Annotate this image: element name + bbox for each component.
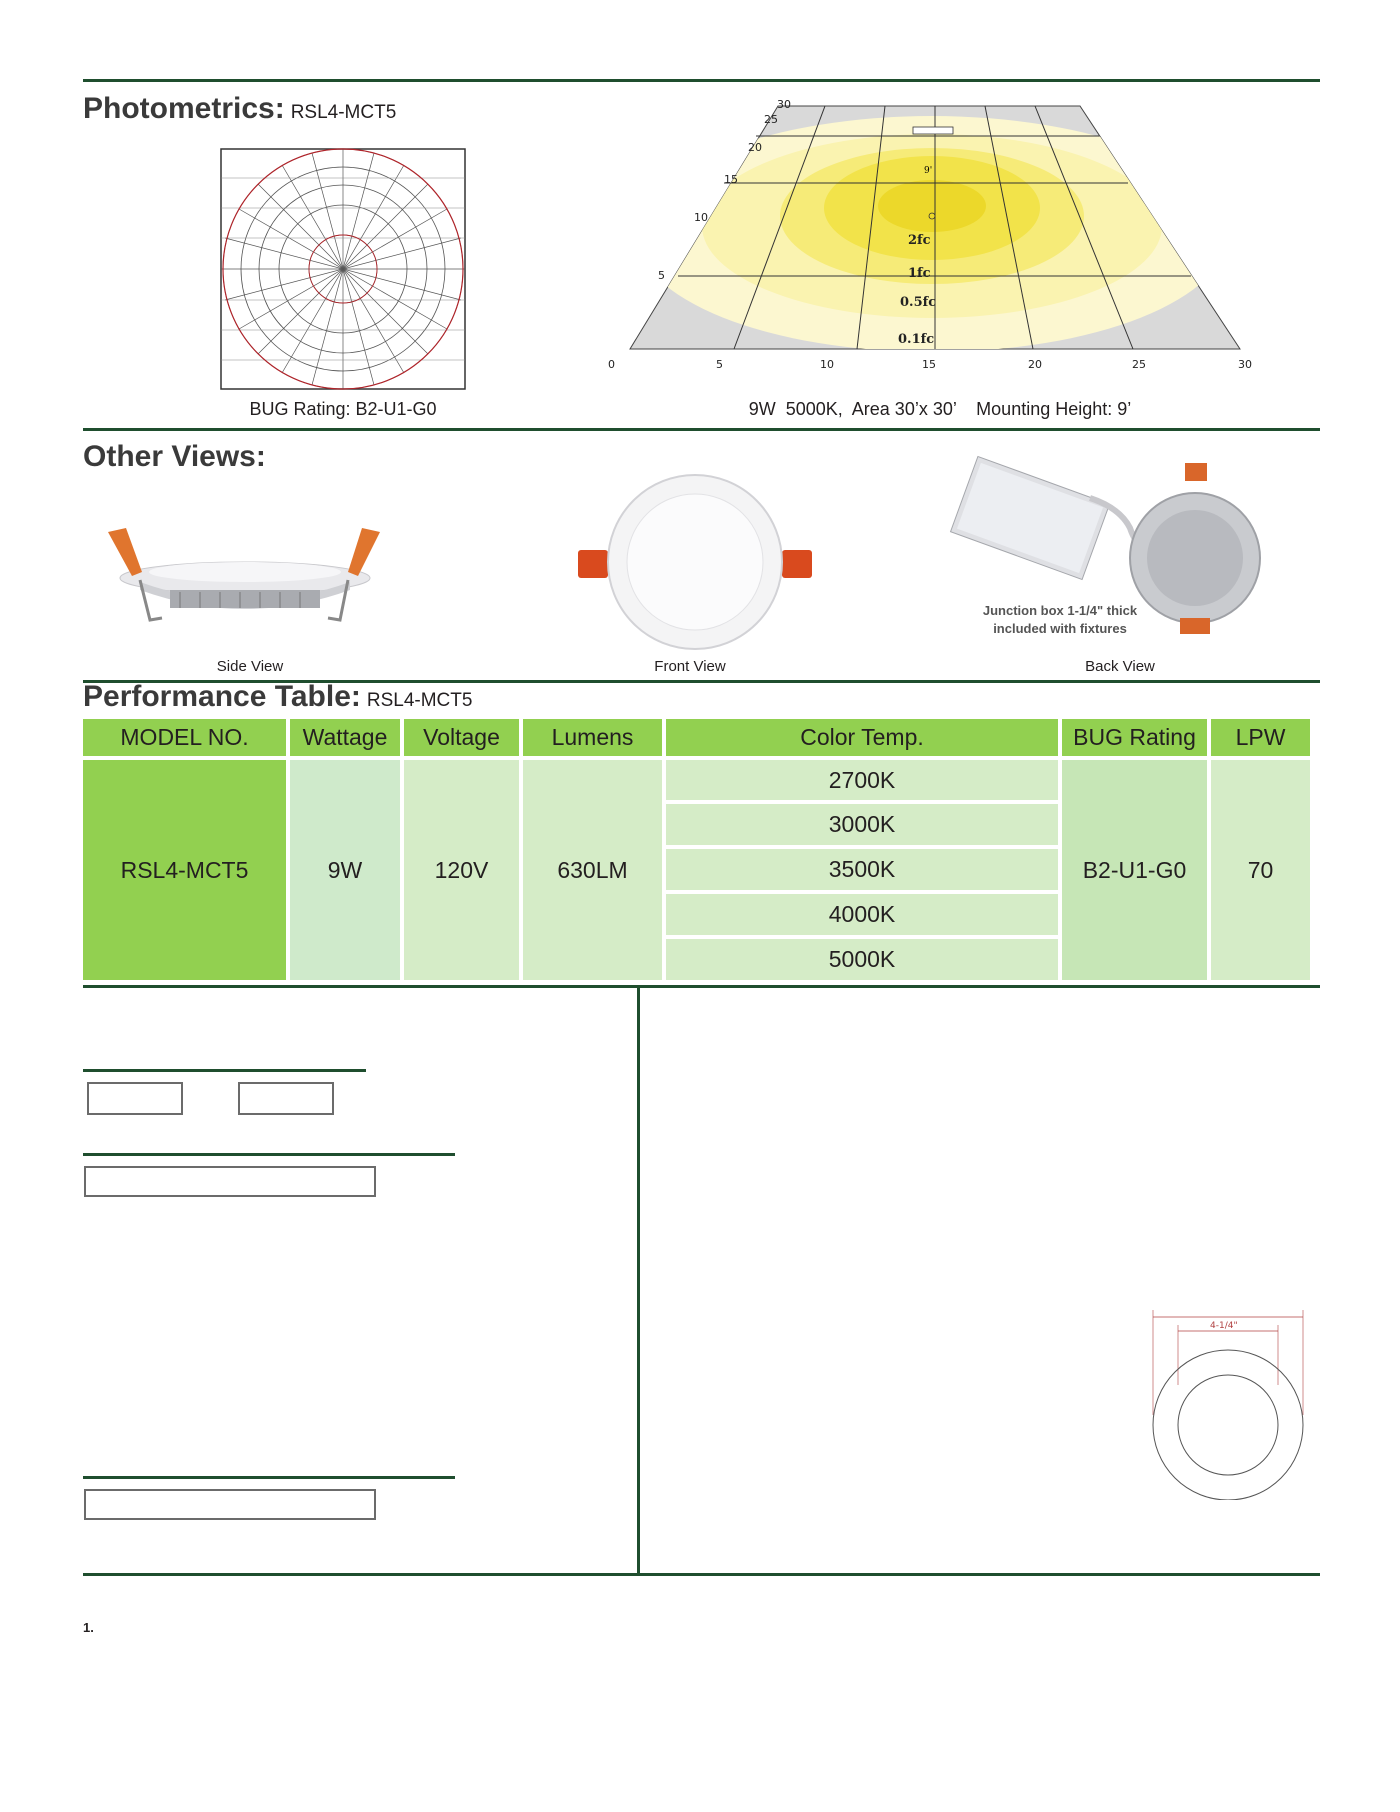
- other-views-heading: Other Views:: [83, 440, 266, 473]
- cell-color-temp: 3500K: [666, 849, 1058, 890]
- side-view-image: [100, 520, 390, 640]
- cell-color-temp: 3000K: [666, 804, 1058, 845]
- header-wattage: Wattage: [290, 719, 400, 756]
- fc-01-label: 0.1fc: [898, 332, 935, 347]
- cell-voltage: 120V: [404, 760, 519, 980]
- cell-lpw: 70: [1211, 760, 1310, 980]
- performance-model: RSL4-MCT5: [366, 690, 473, 711]
- side-view-caption: Side View: [216, 658, 284, 675]
- top-rule: [83, 79, 1320, 82]
- footnote: 1.: [83, 1620, 94, 1635]
- isofootcandle-plot: [600, 96, 1260, 378]
- ordering-line-3: [83, 1476, 455, 1479]
- junction-note-1: Junction box 1-1/4" thick: [982, 603, 1138, 618]
- isofootcandle-caption: 9W 5000K, Area 30’x 30’ Mounting Height: 9’: [748, 399, 1132, 419]
- y-tick: 5: [658, 269, 665, 282]
- dimension-label: 4-1/4": [1210, 1321, 1238, 1331]
- y-tick: 10: [694, 211, 708, 224]
- y-tick: 15: [724, 173, 738, 186]
- x-tick: 25: [1132, 358, 1146, 371]
- x-tick: 15: [922, 358, 936, 371]
- back-view-image: [940, 448, 1280, 648]
- polar-distribution-diagram: [220, 148, 466, 390]
- x-tick: 10: [820, 358, 834, 371]
- ordering-line-2: [83, 1153, 455, 1156]
- header-voltage: Voltage: [404, 719, 519, 756]
- header-bug-rating: BUG Rating: [1062, 719, 1207, 756]
- column-divider: [637, 985, 640, 1573]
- x-tick: 0: [608, 358, 615, 371]
- ordering-box-3[interactable]: [84, 1166, 376, 1197]
- y-tick: 30: [777, 98, 791, 111]
- x-tick: 20: [1028, 358, 1042, 371]
- ordering-box-4[interactable]: [84, 1489, 376, 1520]
- fc-05-label: 0.5fc: [900, 295, 937, 310]
- bug-rating-caption: BUG Rating: B2-U1-G0: [249, 399, 437, 419]
- cell-bug-rating: B2-U1-G0: [1062, 760, 1207, 980]
- cell-model-no: RSL4-MCT5: [83, 760, 286, 980]
- rule-4: [83, 985, 1320, 988]
- cell-lumens: 630LM: [523, 760, 662, 980]
- ordering-box-1[interactable]: [87, 1082, 183, 1115]
- back-view-caption: Back View: [1085, 658, 1155, 675]
- front-view-caption: Front View: [654, 658, 726, 675]
- rule-2: [83, 428, 1320, 431]
- dimension-drawing: [1145, 1305, 1315, 1500]
- ordering-line-1: [83, 1069, 366, 1072]
- cell-color-temp: 4000K: [666, 894, 1058, 935]
- cell-color-temp: 2700K: [666, 760, 1058, 800]
- junction-note-2: included with fixtures: [993, 621, 1127, 636]
- fc-1-label: 1fc: [908, 266, 931, 281]
- cell-wattage: 9W: [290, 760, 400, 980]
- header-lpw: LPW: [1211, 719, 1310, 756]
- photometrics-model: RSL4-MCT5: [290, 102, 397, 123]
- x-tick: 5: [716, 358, 723, 371]
- x-tick: 30: [1238, 358, 1252, 371]
- front-view-image: [575, 470, 815, 655]
- y-tick: 20: [748, 141, 762, 154]
- ordering-box-2[interactable]: [238, 1082, 334, 1115]
- performance-heading: [83, 680, 472, 714]
- y-tick: 25: [764, 113, 778, 126]
- mount-height-label: 9': [924, 166, 933, 176]
- performance-title: Performance Table:: [83, 680, 361, 713]
- header-lumens: Lumens: [523, 719, 662, 756]
- fc-2-label: 2fc: [908, 233, 931, 248]
- photometrics-heading: [83, 92, 396, 126]
- header-color-temp: Color Temp.: [666, 719, 1058, 756]
- header-model-no: MODEL NO.: [83, 719, 286, 756]
- cell-color-temp: 5000K: [666, 939, 1058, 980]
- rule-5: [83, 1573, 1320, 1576]
- photometrics-title: Photometrics:: [83, 92, 285, 125]
